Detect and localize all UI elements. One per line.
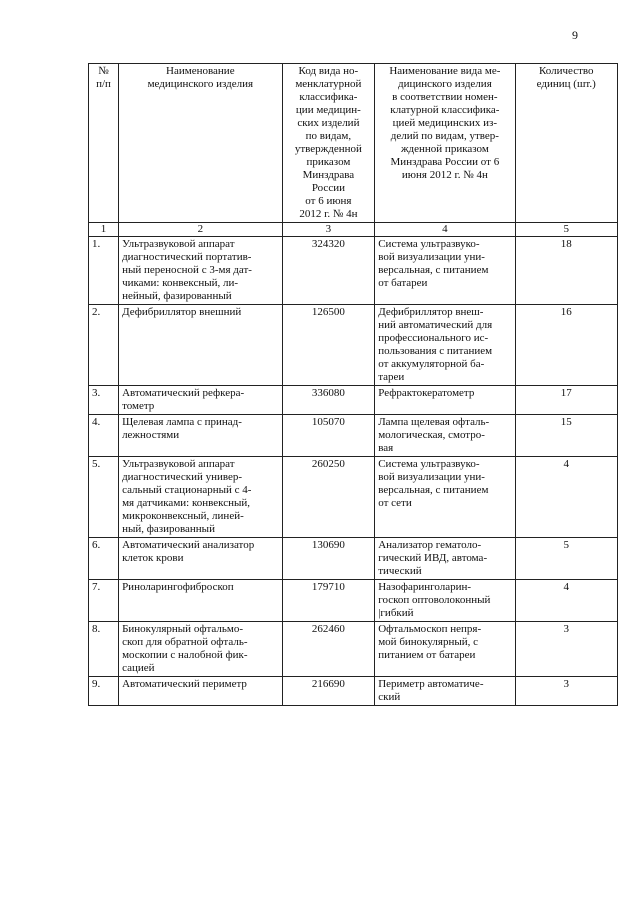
nomenclature-code: 336080	[282, 386, 375, 415]
table-header-row	[89, 64, 618, 223]
quantity: 18	[515, 237, 617, 305]
device-name: Щелевая лампа с принад- лежностями	[119, 415, 283, 457]
table-row	[89, 305, 618, 386]
table-row	[89, 237, 618, 305]
table-row	[89, 622, 618, 677]
column-number: 5	[515, 223, 617, 237]
header-device-name: Наименование медицинского изделия	[119, 64, 283, 223]
row-number: 4.	[89, 415, 119, 457]
header-nomenclature-kind: Наименование вида ме- дицинского изделия в соответствии номен- клатурной классифика- цией медицинских из- делий по видам, утвер- жденной приказом Минздрава России от 6 июня 2012 г. № 4н	[375, 64, 515, 223]
nomenclature-kind: Лампа щелевая офталь- мологическая, смотро- вая	[375, 415, 515, 457]
nomenclature-code: 130690	[282, 538, 375, 580]
row-number: 3.	[89, 386, 119, 415]
column-number: 3	[282, 223, 375, 237]
device-name: Риноларингофиброскоп	[119, 580, 283, 622]
nomenclature-code: 179710	[282, 580, 375, 622]
table-row	[89, 415, 618, 457]
nomenclature-kind: Анализатор гематоло- гический ИВД, автома- тический	[375, 538, 515, 580]
quantity: 4	[515, 580, 617, 622]
device-name: Автоматический периметр	[119, 677, 283, 706]
equipment-table	[88, 63, 618, 706]
nomenclature-code: 262460	[282, 622, 375, 677]
quantity: 4	[515, 457, 617, 538]
header-number: № п/п	[89, 64, 119, 223]
row-number: 9.	[89, 677, 119, 706]
table-row	[89, 457, 618, 538]
column-number: 2	[119, 223, 283, 237]
table-row	[89, 538, 618, 580]
quantity: 16	[515, 305, 617, 386]
table-row	[89, 386, 618, 415]
header-nomenclature-code: Код вида но- менклатурной классифика- ции медицин- ских изделий по видам, утвержденной приказом Минздрава России от 6 июня 2012 г. № 4н	[282, 64, 375, 223]
device-name: Автоматический рефкера- тометр	[119, 386, 283, 415]
quantity: 3	[515, 622, 617, 677]
row-number: 1.	[89, 237, 119, 305]
nomenclature-kind: Дефибриллятор внеш- ний автоматический для профессионального ис- пользования с питанием от аккумуляторной ба- тареи	[375, 305, 515, 386]
nomenclature-kind: Назофаринголарин- госкоп оптоволоконный |гибкий	[375, 580, 515, 622]
nomenclature-code: 105070	[282, 415, 375, 457]
nomenclature-code: 260250	[282, 457, 375, 538]
page-number: 9	[572, 28, 578, 42]
device-name: Бинокулярный офтальмо- скоп для обратной офталь- москопии с налобной фик- сацией	[119, 622, 283, 677]
nomenclature-kind: Рефрактокератометр	[375, 386, 515, 415]
quantity: 17	[515, 386, 617, 415]
device-name: Ультразвуковой аппарат диагностический универ- сальный стационарный с 4- мя датчиками: конвексный, микроконвексный, линей- ный, фазированный	[119, 457, 283, 538]
nomenclature-code: 324320	[282, 237, 375, 305]
nomenclature-kind: Система ультразвуко- вой визуализации уни- версальная, с питанием от сети	[375, 457, 515, 538]
row-number: 2.	[89, 305, 119, 386]
column-number-row	[89, 223, 618, 237]
device-name: Автоматический анализатор клеток крови	[119, 538, 283, 580]
nomenclature-kind: Периметр автоматиче- ский	[375, 677, 515, 706]
nomenclature-code: 126500	[282, 305, 375, 386]
quantity: 3	[515, 677, 617, 706]
device-name: Ультразвуковой аппарат диагностический портатив- ный переносной с 3-мя дат- чиками: конвексный, ли- нейный, фазированный	[119, 237, 283, 305]
row-number: 8.	[89, 622, 119, 677]
quantity: 5	[515, 538, 617, 580]
column-number: 1	[89, 223, 119, 237]
table-row	[89, 677, 618, 706]
header-quantity: Количество единиц (шт.)	[515, 64, 617, 223]
table-row	[89, 580, 618, 622]
row-number: 7.	[89, 580, 119, 622]
nomenclature-kind: Система ультразвуко- вой визуализации уни- версальная, с питанием от батареи	[375, 237, 515, 305]
row-number: 5.	[89, 457, 119, 538]
row-number: 6.	[89, 538, 119, 580]
column-number: 4	[375, 223, 515, 237]
device-name: Дефибриллятор внешний	[119, 305, 283, 386]
quantity: 15	[515, 415, 617, 457]
nomenclature-kind: Офтальмоскоп непря- мой бинокулярный, с питанием от батареи	[375, 622, 515, 677]
nomenclature-code: 216690	[282, 677, 375, 706]
